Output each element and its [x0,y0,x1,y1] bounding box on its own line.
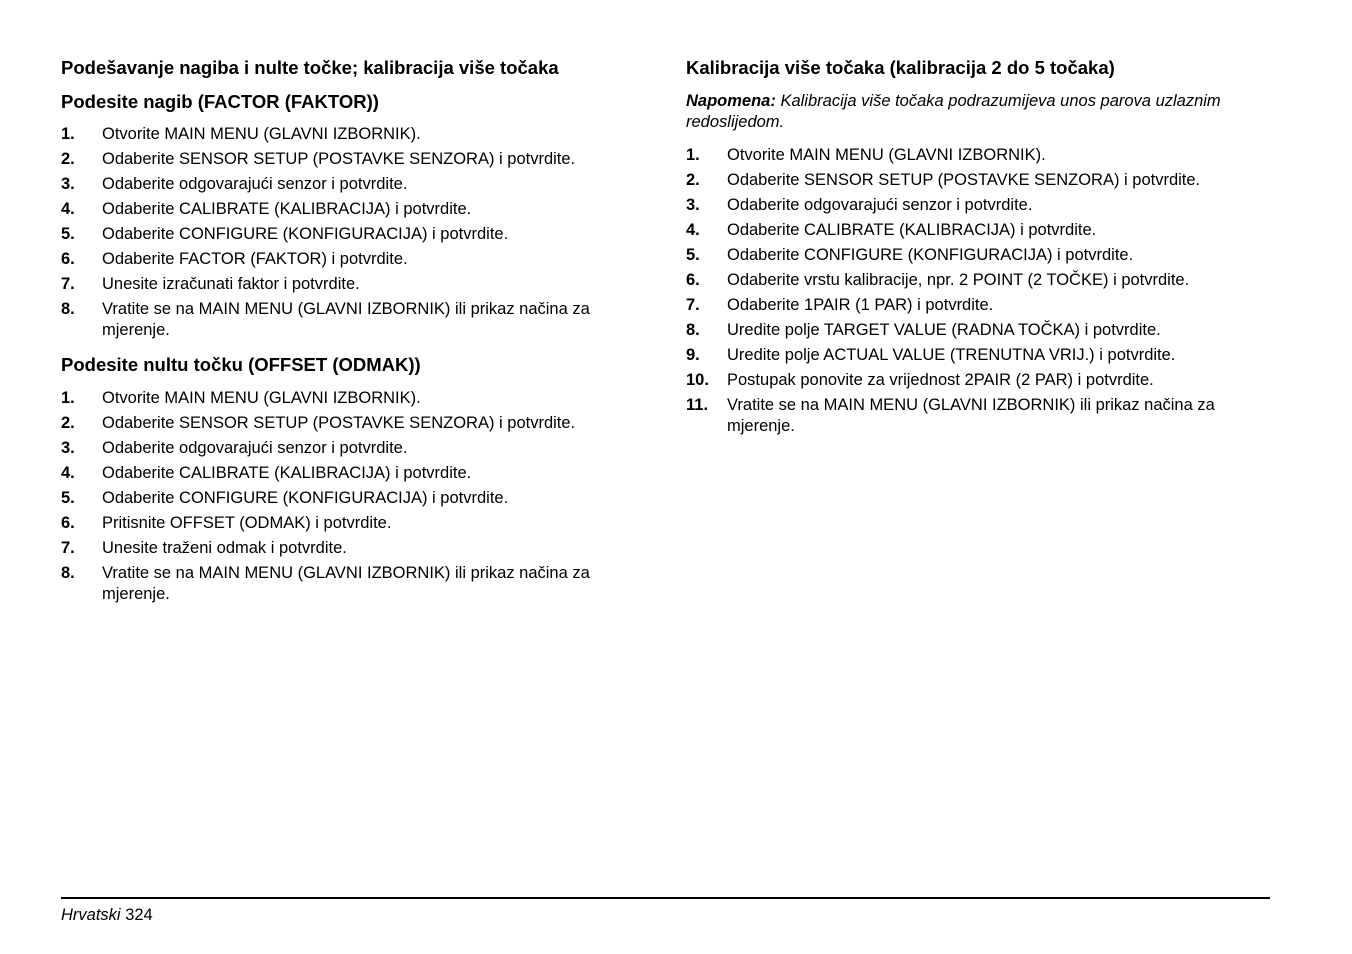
list-item [61,149,646,170]
list-item [686,320,1271,341]
step-number: 3. [61,439,75,457]
list-item [686,345,1271,366]
step-text: Odaberite CALIBRATE (KALIBRACIJA) i potvrdite. [102,200,472,218]
step-number: 3. [686,196,700,214]
step-number: 8. [686,321,700,339]
step-text: Odaberite odgovarajući senzor i potvrdite. [727,196,1033,214]
step-text: Odaberite CALIBRATE (KALIBRACIJA) i potvrdite. [102,464,472,482]
list-item [61,413,646,434]
step-text: Odaberite 1PAIR (1 PAR) i potvrdite. [727,296,994,314]
step-text: Odaberite odgovarajući senzor i potvrdite. [102,175,408,193]
step-text: Otvorite MAIN MENU (GLAVNI IZBORNIK). [102,389,421,407]
list-item [61,224,646,245]
step-number: 7. [61,539,75,557]
list-item [686,395,1271,436]
step-text: Unesite traženi odmak i potvrdite. [102,539,347,557]
step-number: 4. [61,200,75,218]
step-text: Odaberite SENSOR SETUP (POSTAVKE SENZORA) i potvrdite. [102,414,576,432]
note-label: Napomena: [686,92,776,110]
list-item [61,199,646,220]
step-number: 2. [686,171,700,189]
step-number: 1. [61,389,75,407]
step-text: Odaberite vrstu kalibracije, npr. 2 POINT (2 TOČKE) i potvrdite. [727,271,1190,289]
step-number: 11. [686,396,709,414]
step-number: 8. [61,564,75,582]
step-text: Uredite polje TARGET VALUE (RADNA TOČKA) i potvrdite. [727,321,1161,339]
step-number: 7. [61,275,75,293]
step-number: 7. [686,296,700,314]
list-item [61,438,646,459]
step-text: Odaberite CALIBRATE (KALIBRACIJA) i potvrdite. [727,221,1097,239]
list-item [61,274,646,295]
list-item [61,124,646,145]
list-item [61,463,646,484]
page-footer [61,905,153,925]
step-text: Postupak ponovite za vrijednost 2PAIR (2 PAR) i potvrdite. [727,371,1154,389]
offset-heading: Podesite nultu točku (OFFSET (ODMAK)) [61,354,421,375]
step-text: Otvorite MAIN MENU (GLAVNI IZBORNIK). [727,146,1046,164]
list-item [61,249,646,270]
step-number: 6. [61,514,75,532]
step-number: 8. [61,300,75,318]
step-number: 5. [686,246,700,264]
step-text: Unesite izračunati faktor i potvrdite. [102,275,360,293]
note-text: Kalibracija više točaka podrazumijeva unos parova uzlaznim redoslijedom. [686,92,1221,131]
list-item [686,245,1271,266]
step-number: 3. [61,175,75,193]
step-text: Uredite polje ACTUAL VALUE (TRENUTNA VRIJ.) i potvrdite. [727,346,1176,364]
list-item [686,220,1271,241]
section-title: Podešavanje nagiba i nulte točke; kalibracija više točaka [61,57,559,78]
footer-language: Hrvatski [61,906,121,924]
list-item [61,174,646,195]
multipoint-heading: Kalibracija više točaka (kalibracija 2 do 5 točaka) [686,57,1115,78]
step-number: 2. [61,414,75,432]
step-number: 4. [686,221,700,239]
page-number: 324 [125,906,153,924]
offset-steps-list [61,388,646,609]
step-number: 10. [686,371,709,389]
step-text: Odaberite FACTOR (FAKTOR) i potvrdite. [102,250,408,268]
footer-divider [61,897,1270,899]
step-text: Odaberite CONFIGURE (KONFIGURACIJA) i potvrdite. [727,246,1134,264]
list-item [686,370,1271,391]
note [686,91,1246,132]
list-item [61,538,646,559]
list-item [61,563,646,604]
step-text: Odaberite CONFIGURE (KONFIGURACIJA) i potvrdite. [102,225,509,243]
step-text: Odaberite CONFIGURE (KONFIGURACIJA) i potvrdite. [102,489,509,507]
list-item [686,145,1271,166]
step-number: 4. [61,464,75,482]
slope-steps-list [61,124,646,345]
step-text: Odaberite SENSOR SETUP (POSTAVKE SENZORA) i potvrdite. [727,171,1201,189]
step-number: 5. [61,225,75,243]
step-text: Otvorite MAIN MENU (GLAVNI IZBORNIK). [102,125,421,143]
step-number: 5. [61,489,75,507]
step-text: Vratite se na MAIN MENU (GLAVNI IZBORNIK) ili prikaz načina za mjerenje. [102,300,590,339]
step-number: 6. [61,250,75,268]
list-item [61,299,646,340]
list-item [61,488,646,509]
list-item [686,295,1271,316]
list-item [61,513,646,534]
step-text: Vratite se na MAIN MENU (GLAVNI IZBORNIK) ili prikaz načina za mjerenje. [102,564,590,603]
list-item [686,170,1271,191]
list-item [686,270,1271,291]
step-number: 1. [686,146,700,164]
step-text: Pritisnite OFFSET (ODMAK) i potvrdite. [102,514,392,532]
step-text: Odaberite odgovarajući senzor i potvrdite. [102,439,408,457]
step-number: 6. [686,271,700,289]
list-item [61,388,646,409]
step-number: 2. [61,150,75,168]
step-text: Odaberite SENSOR SETUP (POSTAVKE SENZORA) i potvrdite. [102,150,576,168]
list-item [686,195,1271,216]
slope-heading: Podesite nagib (FACTOR (FAKTOR)) [61,91,379,112]
multipoint-steps-list [686,145,1271,441]
step-text: Vratite se na MAIN MENU (GLAVNI IZBORNIK) ili prikaz načina za mjerenje. [727,396,1215,435]
step-number: 9. [686,346,700,364]
step-number: 1. [61,125,75,143]
